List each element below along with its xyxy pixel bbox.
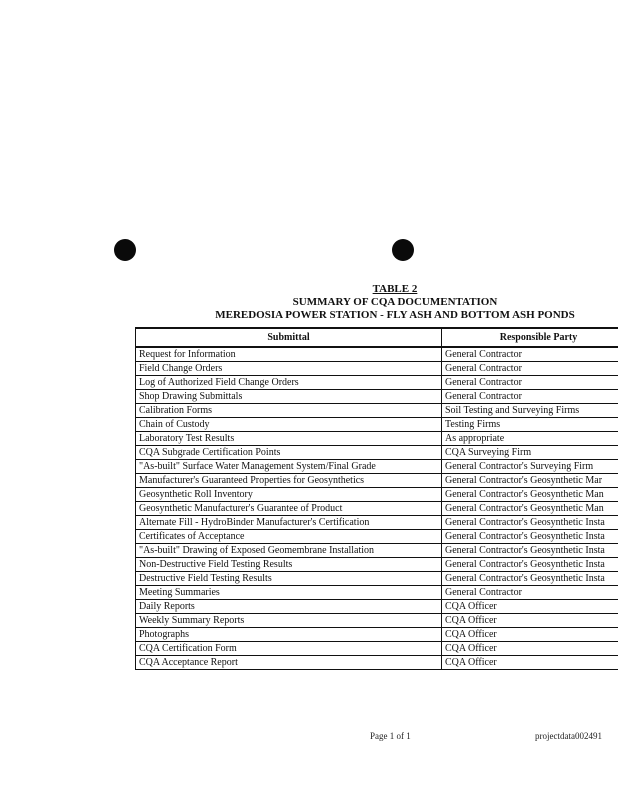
responsible-party-cell: General Contractor's Geosynthetic Man [442,488,618,502]
table-row [136,347,618,362]
table-row [136,446,618,460]
table-row [136,628,618,642]
table-title: SUMMARY OF CQA DOCUMENTATION [292,296,498,308]
table-row [136,558,618,572]
submittal-cell: Log of Authorized Field Change Orders [136,376,442,390]
header-responsible-party: Responsible Party [442,328,618,347]
document-id: projectdata002491 [535,731,602,741]
table-row [136,502,618,516]
table-row [136,586,618,600]
table-title-block [150,283,618,322]
responsible-party-cell: General Contractor's Geosynthetic Mar [442,474,618,488]
punch-hole-right [392,239,414,261]
submittal-cell: Photographs [136,628,442,642]
submittal-cell: Shop Drawing Submittals [136,390,442,404]
submittal-cell: Geosynthetic Roll Inventory [136,488,442,502]
submittal-cell: "As-built" Surface Water Management System/Final Grade [136,460,442,474]
submittal-cell: CQA Certification Form [136,642,442,656]
responsible-party-cell: General Contractor [442,586,618,600]
table-row [136,362,618,376]
submittal-cell: "As-built" Drawing of Exposed Geomembrane Installation [136,544,442,558]
submittal-cell: CQA Acceptance Report [136,656,442,670]
responsible-party-cell: General Contractor's Geosynthetic Man [442,502,618,516]
responsible-party-cell: General Contractor's Geosynthetic Insta [442,530,618,544]
page-number: Page 1 of 1 [370,731,411,741]
submittal-cell: Request for Information [136,347,442,362]
submittal-cell: CQA Subgrade Certification Points [136,446,442,460]
responsible-party-cell: General Contractor's Surveying Firm [442,460,618,474]
table-row [136,572,618,586]
submittal-cell: Destructive Field Testing Results [136,572,442,586]
responsible-party-cell: Soil Testing and Surveying Firms [442,404,618,418]
responsible-party-cell: CQA Officer [442,614,618,628]
responsible-party-cell: General Contractor [442,347,618,362]
submittal-cell: Certificates of Acceptance [136,530,442,544]
submittal-cell: Manufacturer's Guaranteed Properties for Geosynthetics [136,474,442,488]
responsible-party-cell: CQA Officer [442,656,618,670]
table-row [136,390,618,404]
submittal-cell: Chain of Custody [136,418,442,432]
responsible-party-cell: General Contractor [442,390,618,404]
responsible-party-cell: General Contractor [442,362,618,376]
table-row [136,642,618,656]
submittal-cell: Meeting Summaries [136,586,442,600]
responsible-party-cell: General Contractor's Geosynthetic Insta [442,516,618,530]
table-number: TABLE 2 [372,283,418,295]
table-row [136,516,618,530]
table-row [136,544,618,558]
responsible-party-cell: CQA Officer [442,642,618,656]
submittal-cell: Alternate Fill - HydroBinder Manufacturer's Certification [136,516,442,530]
punch-hole-left [114,239,136,261]
responsible-party-cell: General Contractor's Geosynthetic Insta [442,558,618,572]
responsible-party-cell: CQA Officer [442,628,618,642]
responsible-party-cell: General Contractor's Geosynthetic Insta [442,572,618,586]
table-row [136,376,618,390]
submittal-cell: Geosynthetic Manufacturer's Guarantee of Product [136,502,442,516]
responsible-party-cell: General Contractor [442,376,618,390]
table-row [136,460,618,474]
responsible-party-cell: CQA Surveying Firm [442,446,618,460]
responsible-party-cell: As appropriate [442,432,618,446]
table-row [136,474,618,488]
submittal-cell: Non-Destructive Field Testing Results [136,558,442,572]
responsible-party-cell: Testing Firms [442,418,618,432]
table-row [136,404,618,418]
table-subtitle: MEREDOSIA POWER STATION - FLY ASH AND BOTTOM ASH PONDS [215,309,575,321]
table-row [136,600,618,614]
cqa-documentation-table [135,327,618,670]
table-header-row [136,328,618,347]
table-row [136,614,618,628]
submittal-cell: Field Change Orders [136,362,442,376]
header-submittal: Submittal [136,328,442,347]
responsible-party-cell: CQA Officer [442,600,618,614]
submittal-cell: Calibration Forms [136,404,442,418]
table-row [136,488,618,502]
table-row [136,432,618,446]
table-row [136,530,618,544]
table-row [136,656,618,670]
table-row [136,418,618,432]
submittal-cell: Laboratory Test Results [136,432,442,446]
table-body [136,347,618,670]
submittal-cell: Weekly Summary Reports [136,614,442,628]
submittal-cell: Daily Reports [136,600,442,614]
responsible-party-cell: General Contractor's Geosynthetic Insta [442,544,618,558]
